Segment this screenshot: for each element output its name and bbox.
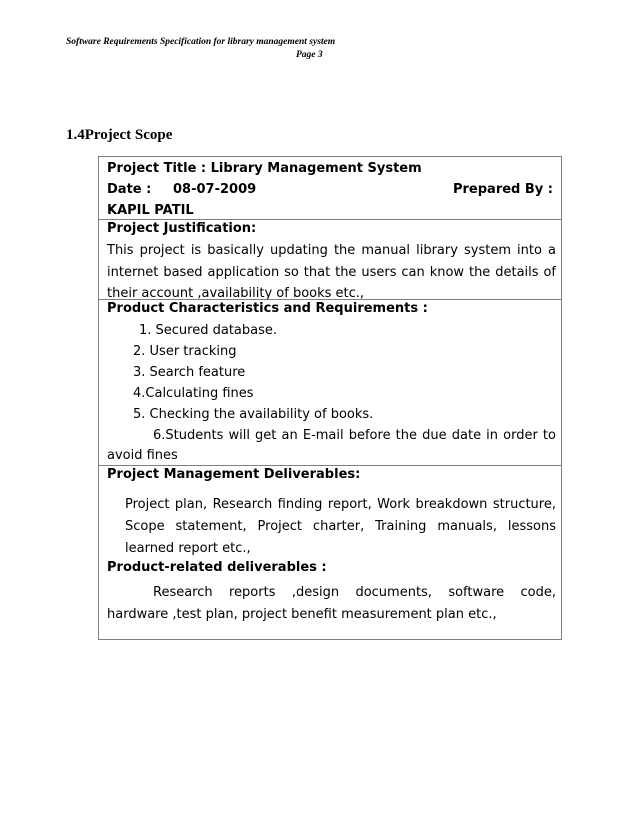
justification-row	[99, 219, 561, 300]
page-number: Page 3	[296, 50, 323, 60]
list-item: 6.Students will get an E-mail before the due date in order to avoid fines	[107, 428, 556, 463]
list-item: 4.Calculating fines	[133, 386, 254, 401]
deliverables-row	[99, 465, 561, 641]
date-value: 08-07-2009	[173, 182, 257, 197]
title-row	[99, 157, 561, 219]
justification-heading: Project Justification:	[107, 221, 257, 236]
project-title: Project Title : Library Management System	[107, 161, 422, 176]
characteristics-heading: Product Characteristics and Requirements :	[107, 301, 428, 316]
section-title: 1.4Project Scope	[66, 127, 173, 143]
page-header	[66, 36, 526, 62]
list-item: 3. Search feature	[133, 365, 246, 380]
deliverables-text: Project plan, Research finding report, Work breakdown structure, Scope statement, Project charter, Training manuals, lessons learned report etc.,	[125, 497, 556, 556]
date-label: Date :	[107, 182, 152, 197]
list-item: 1. Secured database.	[139, 323, 278, 338]
list-item: 2. User tracking	[133, 344, 237, 359]
product-deliverables-text: Research reports ,design documents, software code, hardware ,test plan, project benefit measurement plan etc.,	[107, 585, 556, 622]
prepared-by-label: Prepared By :	[452, 182, 553, 197]
project-scope-table	[98, 156, 562, 640]
header-title: Software Requirements Specification for library management system	[66, 37, 336, 47]
prepared-by-value: KAPIL PATIL	[107, 203, 194, 218]
product-deliverables-heading: Product-related deliverables :	[107, 560, 327, 575]
deliverables-heading: Project Management Deliverables:	[107, 467, 361, 482]
justification-text: This project is basically updating the manual library system into a internet based application so that the users can know the details of their account ,availability of books etc.,	[107, 243, 556, 301]
list-item: 5. Checking the availability of books.	[133, 407, 374, 422]
characteristics-row	[99, 299, 561, 466]
